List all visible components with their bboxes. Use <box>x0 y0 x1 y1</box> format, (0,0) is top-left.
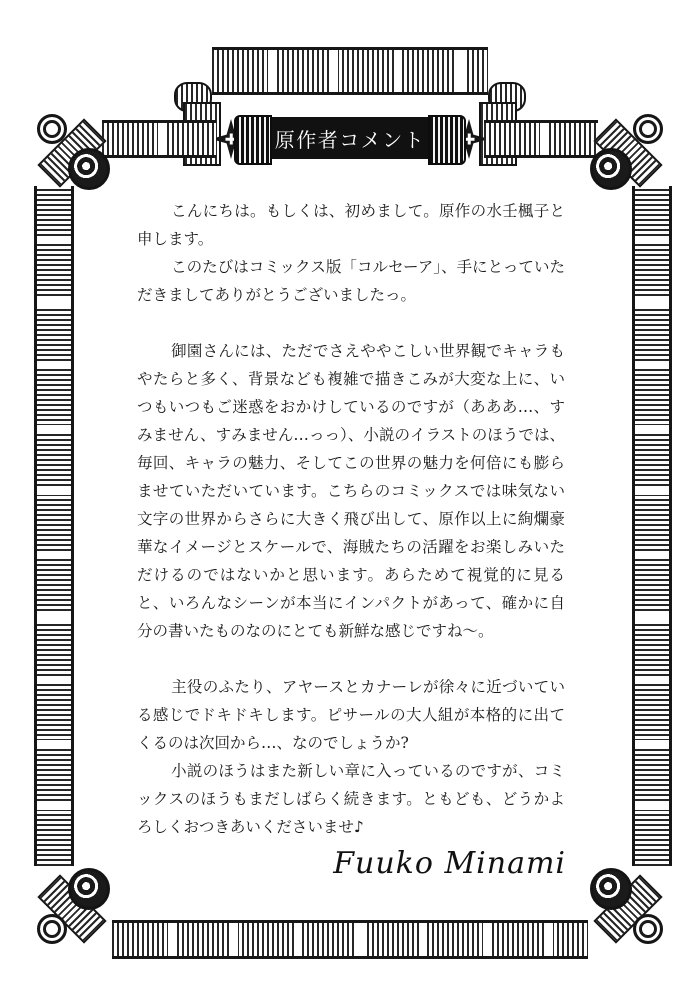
frame-corner-bottom-right <box>588 866 668 946</box>
frame-right-bar <box>632 186 672 866</box>
paragraph-group-greeting <box>137 197 565 309</box>
plate-cap-icon <box>428 115 466 165</box>
author-signature: Fuuko Minami <box>333 846 566 881</box>
paragraph-group-artist-praise <box>137 337 565 645</box>
page-title: 原作者コメント <box>274 127 426 152</box>
paragraph-1: こんにちは。もしくは、初めまして。原作の水壬楓子と申します。 <box>137 202 565 248</box>
paragraph-group-closing <box>137 673 565 841</box>
banner-ribbon <box>212 47 488 95</box>
ribbon-curl-icon <box>37 114 67 144</box>
ribbon-curl-icon <box>37 914 67 944</box>
scroll-spiral-icon <box>590 148 632 190</box>
paragraph-2: このたびはコミックス版「コルセーア」、手にとっていただきましてありがとうございましたっ。 <box>137 258 565 304</box>
ribbon-curl-icon <box>633 114 663 144</box>
frame-corner-top-left <box>32 112 112 192</box>
paragraph-3: 御園さんには、ただでさえややこしい世界観でキャラもやたらと多く、背景なども複雑で描きこみが大変な上に、いつもいつもご迷惑をおかけしているのですが（あああ…、すみません、すみません…っっ）、小説のイラストのほうでは、毎回、キャラの魅力、そしてこの世界の魅力を何倍にも膨らませていただいています。こちらのコミックスでは味気ない文字の世界からさらに大きく飛び出して、原作以上に絢爛豪華なイメージとスケールで、海賊たちの活躍をお楽しみいただけるのではないかと思います。あらためて視覚的に見ると、いろんなシーンが本当にインパクトがあって、確かに自分の書いたものなのにとても新鮮な感じですね～。 <box>137 342 565 640</box>
plate-cap-icon <box>234 115 272 165</box>
comment-text-block <box>137 197 565 841</box>
scroll-spiral-icon <box>68 868 110 910</box>
frame-corner-bottom-left <box>32 866 112 946</box>
frame-top-left-bar <box>102 120 216 158</box>
ribbon-curl-icon <box>633 914 663 944</box>
frame-corner-top-right <box>588 112 668 192</box>
scroll-spiral-icon <box>68 148 110 190</box>
frame-bottom-bar <box>112 920 588 959</box>
paragraph-5: 小説のほうはまた新しい章に入っているのですが、コミックスのほうもまだしばらく続きます。ともども、どうかよろしくおつきあいくださいませ♪ <box>137 762 565 836</box>
paragraph-4: 主役のふたり、アヤースとカナーレが徐々に近づいている感じでドキドキします。ピサールの大人組が本格的に出てくるのは次回から…、なのでしょうか? <box>137 678 565 752</box>
scroll-spiral-icon <box>590 868 632 910</box>
frame-left-bar <box>34 186 74 866</box>
title-plate <box>240 117 460 159</box>
frame-top-right-bar <box>484 120 598 158</box>
